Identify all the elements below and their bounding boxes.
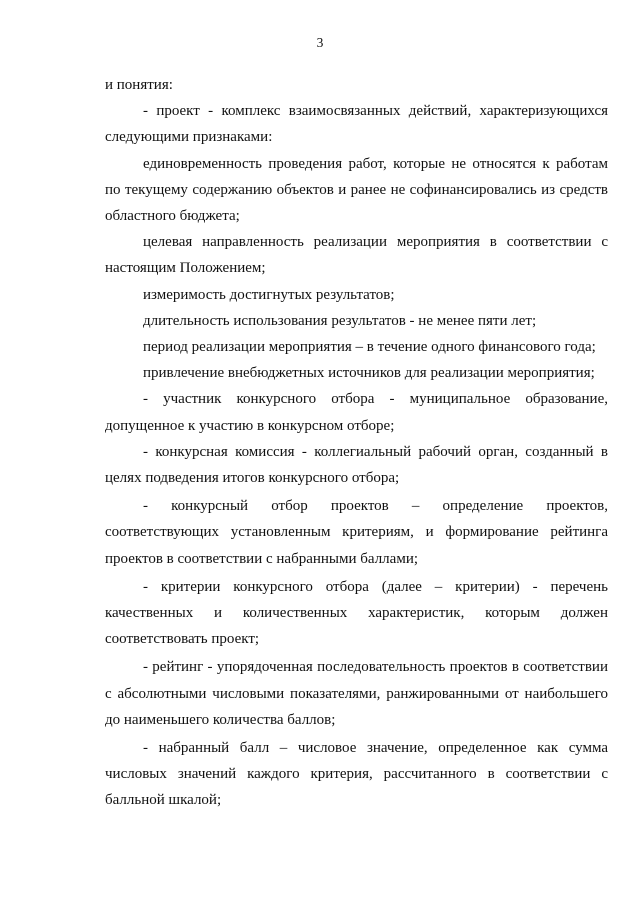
paragraph-participant: - участник конкурсного отбора - муниципальное образование, допущенное к участию в конкурсном отборе; <box>105 391 608 434</box>
paragraph-selection: - конкурсный отбор проектов – определение проектов, соответствующих установленным критериям, и формирование рейтинга проектов в соответствии с набранными баллами; <box>105 498 608 567</box>
paragraph-duration: длительность использования результатов - не менее пяти лет; <box>143 312 537 329</box>
paragraph-score: - набранный балл – числовое значение, определенное как сумма числовых значений каждого критерия, рассчитанного в соответствии с балльной шкалой; <box>105 740 608 809</box>
paragraph-extrabudgetary-sources: привлечение внебюджетных источников для реализации мероприятия; <box>143 365 595 382</box>
paragraph-implementation-period: период реализации мероприятия – в течение одного финансового года; <box>143 339 596 356</box>
paragraph-rating: - рейтинг - упорядоченная последовательность проектов в соответствии с абсолютными числовыми показателями, ранжированными от наибольшего до наименьшего количества баллов; <box>105 659 608 728</box>
paragraph-intro: и понятия: <box>105 77 173 93</box>
page-number: 3 <box>316 35 324 50</box>
document-body <box>105 72 608 814</box>
paragraph-one-time-works: единовременность проведения работ, которые не относятся к работам по текущему содержанию объектов и ранее не софинансировались из средств областного бюджета; <box>105 155 608 225</box>
paragraph-project-definition: - проект - комплекс взаимосвязанных действий, характеризующихся следующими признаками: <box>105 103 608 146</box>
paragraph-commission: - конкурсная комиссия - коллегиальный рабочий орган, созданный в целях подведения итогов конкурсного отбора; <box>105 443 608 487</box>
paragraph-target-orientation: целевая направленность реализации мероприятия в соответствии с настоящим Положением; <box>105 234 608 277</box>
paragraph-criteria: - критерии конкурсного отбора (далее – критерии) - перечень качественных и количественных характеристик, которым должен соответствовать проект; <box>105 578 608 648</box>
paragraph-measurability: измеримость достигнутых результатов; <box>143 286 395 303</box>
